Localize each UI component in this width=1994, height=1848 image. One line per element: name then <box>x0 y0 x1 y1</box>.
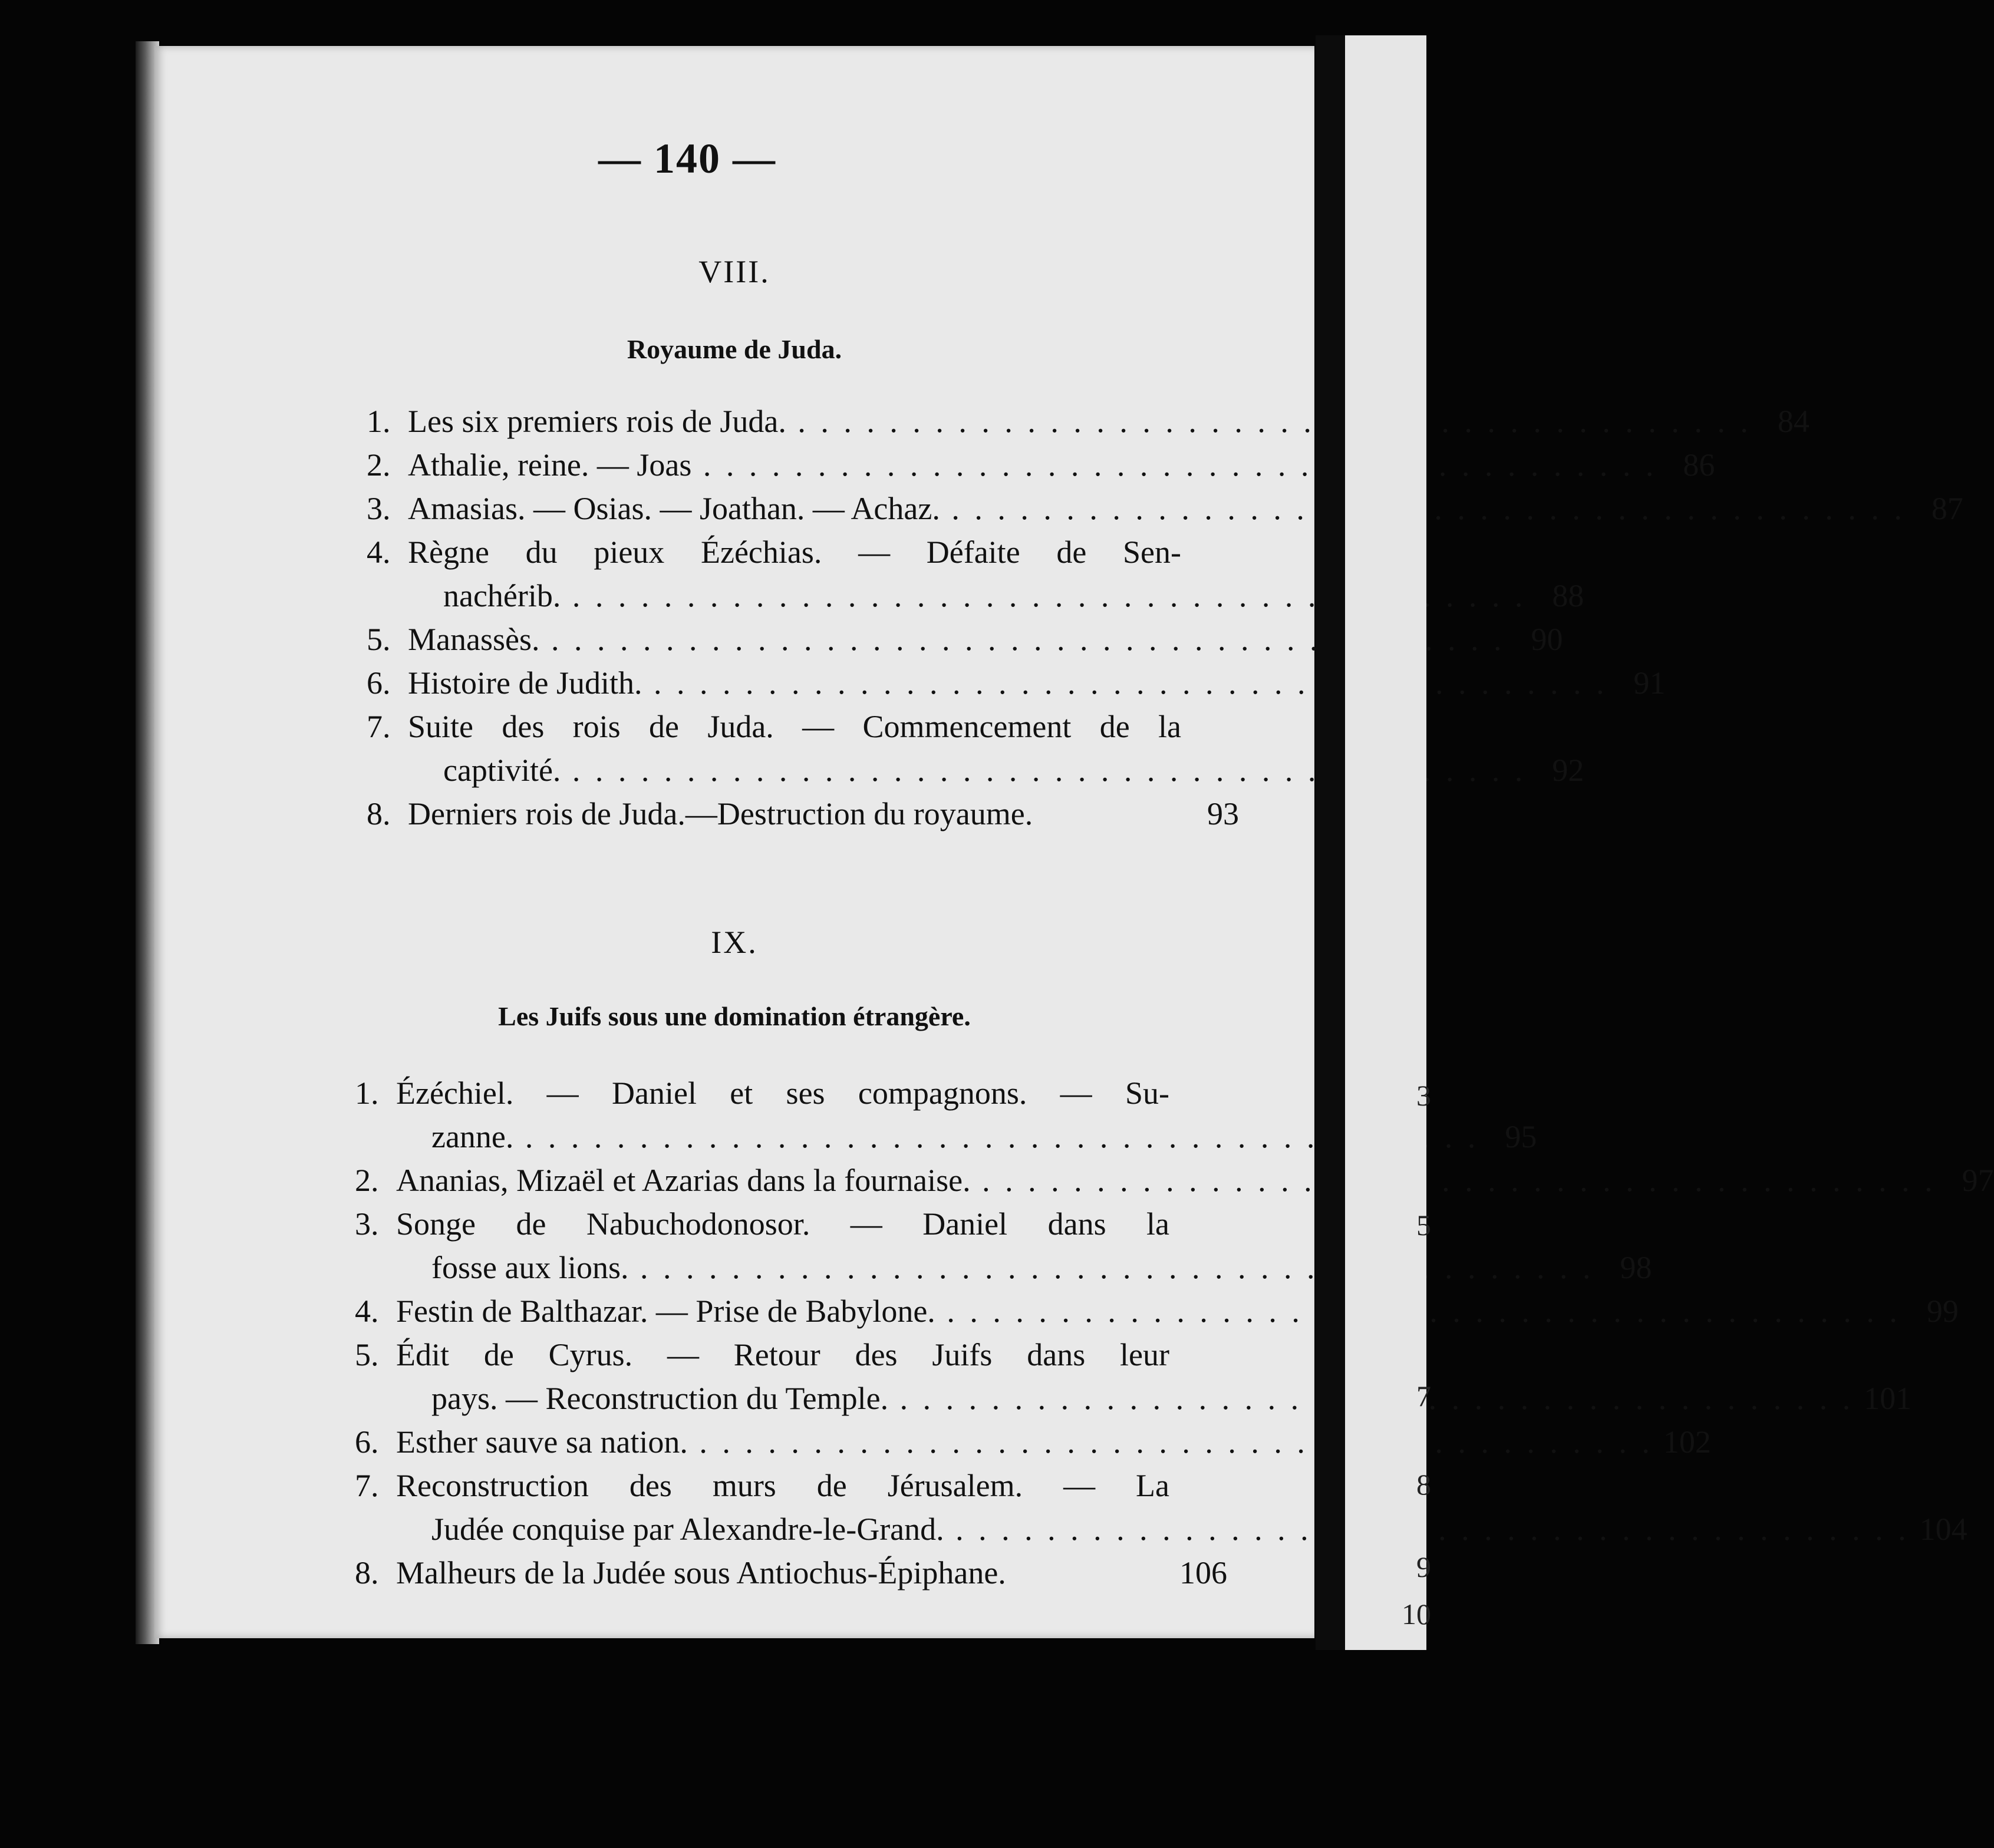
toc-entry: 1. Les six premiers rois de Juda. . . . 84 <box>367 400 1239 443</box>
toc-entry: 4. Festin de Balthazar. — Prise de Babylone. . . . 99 <box>355 1289 1227 1333</box>
facing-page-number: 5 <box>1416 1209 1431 1242</box>
toc-entry: 2. Ananias, Mizaël et Azarias dans la fournaise. . . . 97 <box>355 1159 1227 1202</box>
toc-entry: 8. Derniers rois de Juda.—Destruction du royaume. 93 <box>367 796 1239 831</box>
toc-entry: 6. Histoire de Judith. . . . 91 <box>367 661 1239 705</box>
section-numeral-viii: VIII. <box>698 254 770 289</box>
facing-page-number: 3 <box>1416 1079 1431 1112</box>
book-gutter <box>1316 35 1345 1650</box>
book-page <box>154 46 1994 1638</box>
toc-entry: 2. Athalie, reine. — Joas . . . 86 <box>367 443 1239 487</box>
section-title-ix: Les Juifs sous une domination étrangère. <box>498 1001 971 1031</box>
facing-page-fragment <box>1345 35 1431 1650</box>
toc-entry: 5. Manassès. . . . 90 <box>367 618 1239 661</box>
facing-page-number: 8 <box>1416 1468 1431 1501</box>
toc-entry: 3. Songe de Nabuchodonosor. — Daniel dans la fosse aux lions. . . . 98 <box>355 1202 1227 1289</box>
toc-entry: 5. Édit de Cyrus. — Retour des Juifs dans leur pays. — Reconstruction du Temple. . . . 101 <box>355 1333 1227 1420</box>
toc-entry: 4. Règne du pieux Ézéchias. — Défaite de Sen- nachérib. . . . 88 <box>367 530 1239 618</box>
section-title-viii: Royaume de Juda. <box>627 334 842 364</box>
facing-page-number: 10 <box>1402 1598 1431 1631</box>
toc-entry: 1. Ézéchiel. — Daniel et ses compagnons. — Su- zanne. . . . 95 <box>355 1071 1227 1159</box>
toc-entry: 6. Esther sauve sa nation. . . . 102 <box>355 1420 1227 1464</box>
toc-entry: 7. Reconstruction des murs de Jérusalem. — La Judée conquise par Alexandre-le-Grand. . . . 104 <box>355 1464 1227 1551</box>
toc-entry: 7. Suite des rois de Juda. — Commencement de la captivité. . . . 92 <box>367 705 1239 792</box>
toc-entry: 8. Malheurs de la Judée sous Antiochus-Épiphane. 106 <box>355 1555 1227 1590</box>
toc-entry: 3. Amasias. — Osias. — Joathan. — Achaz. . . . 87 <box>367 487 1239 530</box>
toc-section-viii <box>367 400 1963 836</box>
facing-page-number: 7 <box>1416 1380 1431 1413</box>
section-numeral-ix: IX. <box>711 925 758 960</box>
page-number: — 140 — <box>598 135 776 182</box>
facing-page-number: 9 <box>1416 1550 1431 1583</box>
toc-section-ix <box>355 1071 1994 1595</box>
